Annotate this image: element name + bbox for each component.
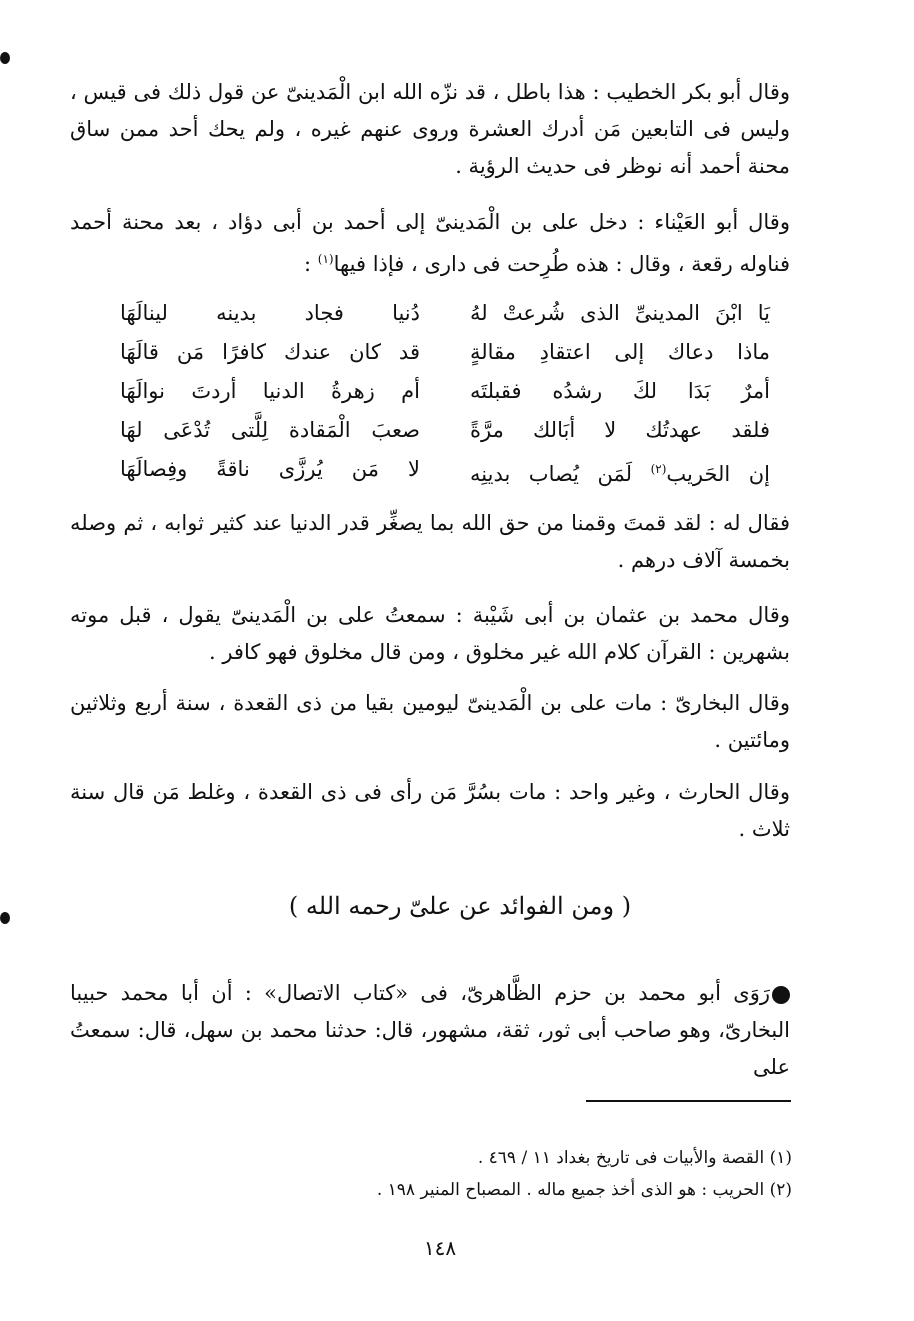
verse-line	[120, 450, 770, 489]
paragraph-khatib	[70, 74, 790, 185]
paragraph-text: وقال محمد بن عثمان بن أبى شَيْبة : سمعتُ على بن الْمَدينىّ يقول ، قبل موته بشهرين : القرآن كلام الله غير مخلوق ، ومن قال مخلوق فهو كافر .	[70, 603, 790, 664]
verse-first-hemistich: فلقد عهدتُك لا أبَالك مرَّةً	[470, 418, 770, 442]
footnote-ref-1: (١)	[317, 252, 334, 266]
paragraph-text: فقال له : لقد قمتَ وقمنا من حق الله بما يصغِّر قدر الدنيا عند كثير ثوابه ، ثم وصله بخمسة آلاف درهم .	[70, 511, 790, 572]
paragraph-body: وقال أبو العَيْناء : دخل على بن الْمَدينىّ إلى أحمد بن أبى دؤاد ، بعد محنة أحمد فناوله رقعة ، وقال : هذه طُرِحت فى دارى ، فإذا فيها	[70, 210, 790, 276]
paragraph-abu-al-ayna	[70, 204, 790, 283]
verse-first-hemistich: ماذا دعاك إلى اعتقادِ مقالةٍ	[470, 340, 770, 364]
paragraph-end: :	[303, 252, 318, 276]
paragraph-text: وقال الحارث ، وغير واحد : مات بسُرَّ مَن رأى فى ذى القعدة ، وغلط مَن قال سنة ثلاث .	[70, 780, 790, 841]
verse-line	[120, 372, 770, 411]
hemistich-start: إن الحَريب	[666, 462, 770, 486]
verse-second-hemistich: أم زهرةُ الدنيا أردتَ نوالَهَا	[120, 379, 420, 403]
page-number: ١٤٨	[423, 1236, 457, 1260]
footnote-1: (١) القصة والأبيات فى تاريخ بغداد ١١ / ٤٦٩ .	[477, 1148, 792, 1168]
footnote-ref-2: (٢)	[650, 462, 667, 476]
paragraph-body: رَوَى أبو محمد بن حزم الظَّاهرىّ، فى «كتاب الاتصال» : أن أبا محمد حبيبا البخارىّ، وهو صاحب أبى ثور، ثقة، مشهور، قال: حدثنا محمد بن سهل، قال: سمعتُ على	[70, 981, 790, 1079]
verse-line	[120, 333, 770, 372]
bullet-icon	[772, 986, 790, 1004]
hemistich-end: لَمَن يُصاب بدينِه	[470, 462, 651, 486]
section-heading: ( ومن الفوائد عن علىّ رحمه الله )	[288, 892, 632, 920]
verse-line	[120, 411, 770, 450]
paragraph-text	[70, 204, 790, 283]
verse-line	[120, 294, 770, 333]
verse-second-hemistich: لا مَن يُرزَّى ناقةً وفِصالَهَا	[120, 457, 420, 481]
paragraph-text: وقال أبو بكر الخطيب : هذا باطل ، قد نزّه الله ابن الْمَدينىّ عن قول ذلك فى قيس ، وليس فى التابعين مَن أدرك العشرة وروى عنهم غيره ، ولم يحك أحد ممن ساق محنة أحمد أنه نوظر فى حديث الرؤية .	[70, 80, 790, 178]
paragraph-harith	[70, 774, 790, 848]
binding-mark-top	[0, 52, 10, 64]
footnote-2: (٢) الحريب : هو الذى أخذ جميع ماله . المصباح المنير ١٩٨ .	[376, 1180, 792, 1200]
verse-first-hemistich: أمرٌ بَدَا لكَ رشدُه فقبلتَه	[470, 379, 770, 403]
paragraph-reply	[70, 505, 790, 579]
verse-second-hemistich: دُنيا فجاد بدينه لينالَهَا	[120, 301, 420, 325]
footnote-separator	[586, 1100, 791, 1102]
paragraph-ibn-abi-shayba	[70, 597, 790, 671]
verse-first-hemistich: يَا ابْنَ المدينىِّ الذى شُرعتْ لهُ	[470, 301, 770, 325]
verse-second-hemistich: قد كان عندك كافرًا مَن قالَهَا	[120, 340, 420, 364]
verse-second-hemistich: صعبَ الْمَقادة لِلَّتى تُدْعَى لهَا	[120, 418, 420, 442]
paragraph-bukhari	[70, 685, 790, 759]
poem	[120, 294, 770, 489]
paragraph-ibn-hazm	[70, 975, 790, 1086]
paragraph-text	[70, 975, 790, 1086]
verse-first-hemistich	[470, 450, 770, 489]
footnotes	[120, 1142, 792, 1206]
binding-mark-middle	[0, 912, 10, 924]
paragraph-text: وقال البخارىّ : مات على بن الْمَدينىّ ليومين بقيا من ذى القعدة ، سنة أربع وثلاثين ومائتين .	[70, 691, 790, 752]
